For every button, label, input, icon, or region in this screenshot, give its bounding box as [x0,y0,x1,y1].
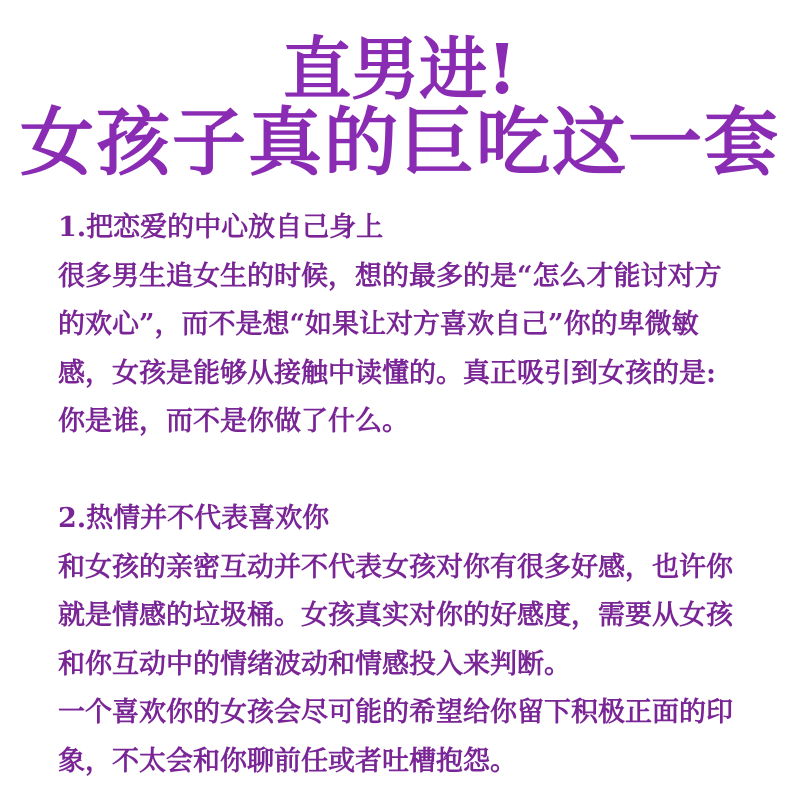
title-line-1: 直男进! [0,30,800,110]
section-1-line-4: 你是谁，而不是你做了什么。 [58,398,758,447]
section-2-heading: 2.热情并不代表喜欢你 [58,495,758,544]
section-2-line-4: 一个喜欢你的女孩会尽可能的希望给你留下积极正面的印 [58,689,758,738]
section-spacer [58,447,758,496]
section-2-line-2: 就是情感的垃圾桶。女孩真实对你的好感度，需要从女孩 [58,592,758,641]
section-1-line-3: 感，女孩是能够从接触中读懂的。真正吸引到女孩的是: [58,350,758,399]
article-body [58,204,758,786]
section-2-line-3: 和你互动中的情绪波动和情感投入来判断。 [58,641,758,690]
section-2-line-1: 和女孩的亲密互动并不代表女孩对你有很多好感，也许你 [58,544,758,593]
section-1-line-2: 的欢心”，而不是想“如果让对方喜欢自己”你的卑微敏 [58,301,758,350]
section-1-heading: 1.把恋爱的中心放自己身上 [58,204,758,253]
section-2-line-5: 象，不太会和你聊前任或者吐槽抱怨。 [58,738,758,786]
title-line-2: 女孩子真的巨吃这一套 [0,100,800,186]
section-1-line-1: 很多男生追女生的时候，想的最多的是“怎么才能讨对方 [58,253,758,302]
